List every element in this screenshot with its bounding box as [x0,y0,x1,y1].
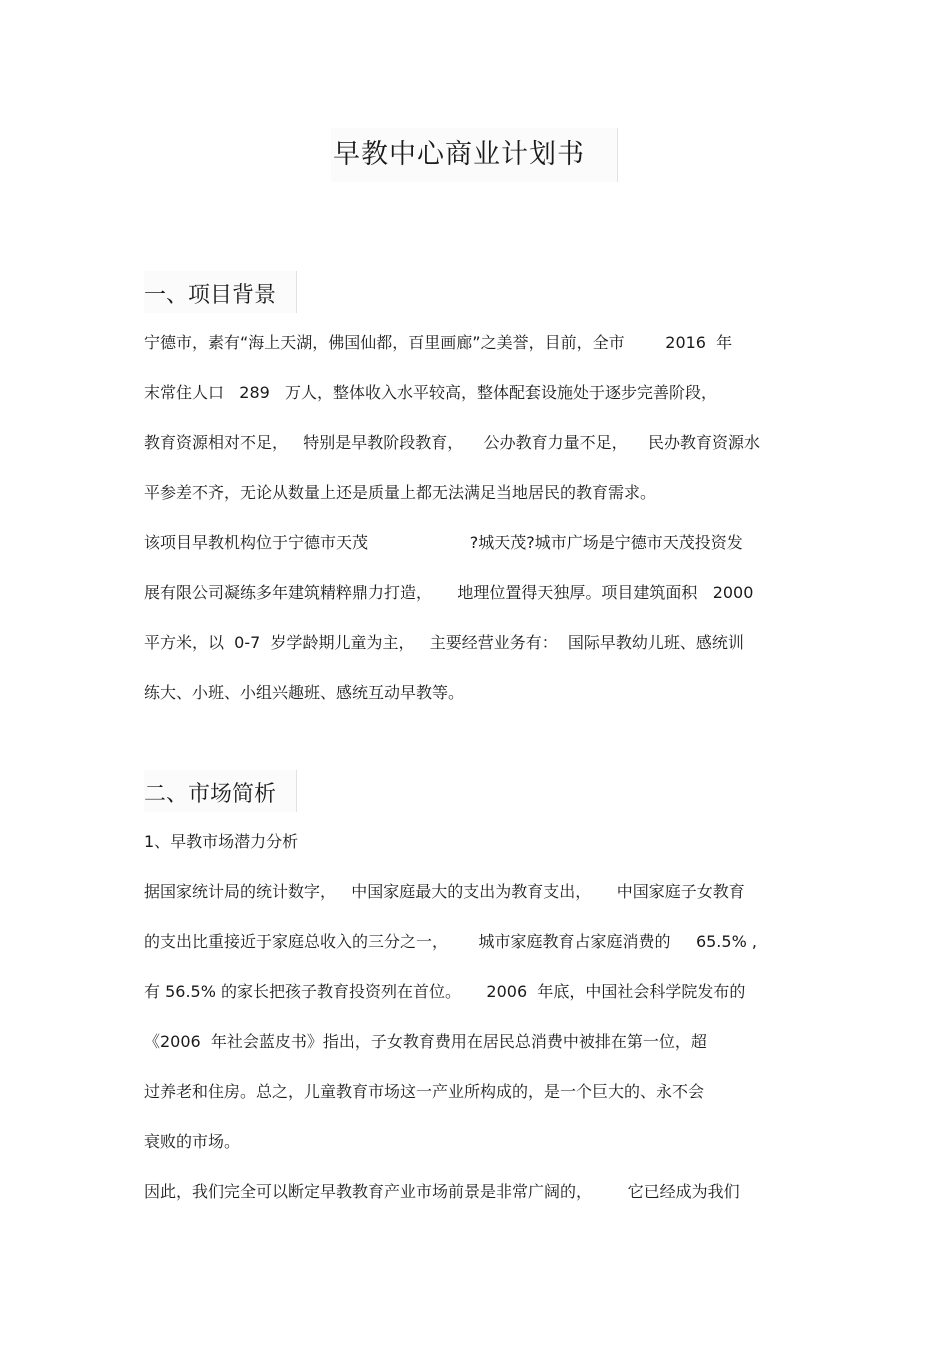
section-heading-market-analysis: 二、市场简析 [144,770,297,812]
paragraph-line: 据国家统计局的统计数字， 中国家庭最大的支出为教育支出， 中国家庭子女教育 [144,882,745,901]
paragraph-line: 的支出比重接近于家庭总收入的三分之一， 城市家庭教育占家庭消费的 65.5% , [144,932,757,951]
paragraph-line: 平参差不齐，无论从数量上还是质量上都无法满足当地居民的教育需求。 [144,483,657,502]
paragraph-line: 平方米，以 0-7 岁学龄期儿童为主， 主要经营业务有： 国际早教幼儿班、感统训 [144,633,744,652]
paragraph-line: 末常住人口 289 万人，整体收入水平较高，整体配套设施处于逐步完善阶段， [144,383,718,402]
document-title: 早教中心商业计划书 [331,128,618,182]
paragraph-line: 教育资源相对不足， 特别是早教阶段教育， 公办教育力量不足， 民办教育资源水 [144,433,760,452]
paragraph-line: 《2006 年社会蓝皮书》指出，子女教育费用在居民总消费中被排在第一位，超 [144,1032,707,1051]
paragraph-line: 展有限公司凝练多年建筑精粹鼎力打造， 地理位置得天独厚。项目建筑面积 2000 [144,583,754,602]
paragraph-line: 该项目早教机构位于宁德市天茂 ?城天茂?城市广场是宁德市天茂投资发 [144,533,743,552]
paragraph-line: 练大、小班、小组兴趣班、感统互动早教等。 [144,683,465,702]
paragraph-line: 过养老和住房。总之，儿童教育市场这一产业所构成的，是一个巨大的、永不会 [144,1082,705,1101]
paragraph-line: 衰败的市场。 [144,1132,241,1151]
subsection-heading: 1、早教市场潜力分析 [144,832,299,851]
paragraph-line: 宁德市，素有“海上天湖，佛国仙都，百里画廊”之美誉，目前，全市 2016 年 [144,333,733,352]
paragraph-line: 因此，我们完全可以断定早教教育产业市场前景是非常广阔的， 它已经成为我们 [144,1182,740,1201]
paragraph-line: 有 56.5% 的家长把孩子教育投资列在首位。 2006 年底，中国社会科学院发布的 [144,982,746,1001]
section-heading-background: 一、项目背景 [144,271,297,313]
